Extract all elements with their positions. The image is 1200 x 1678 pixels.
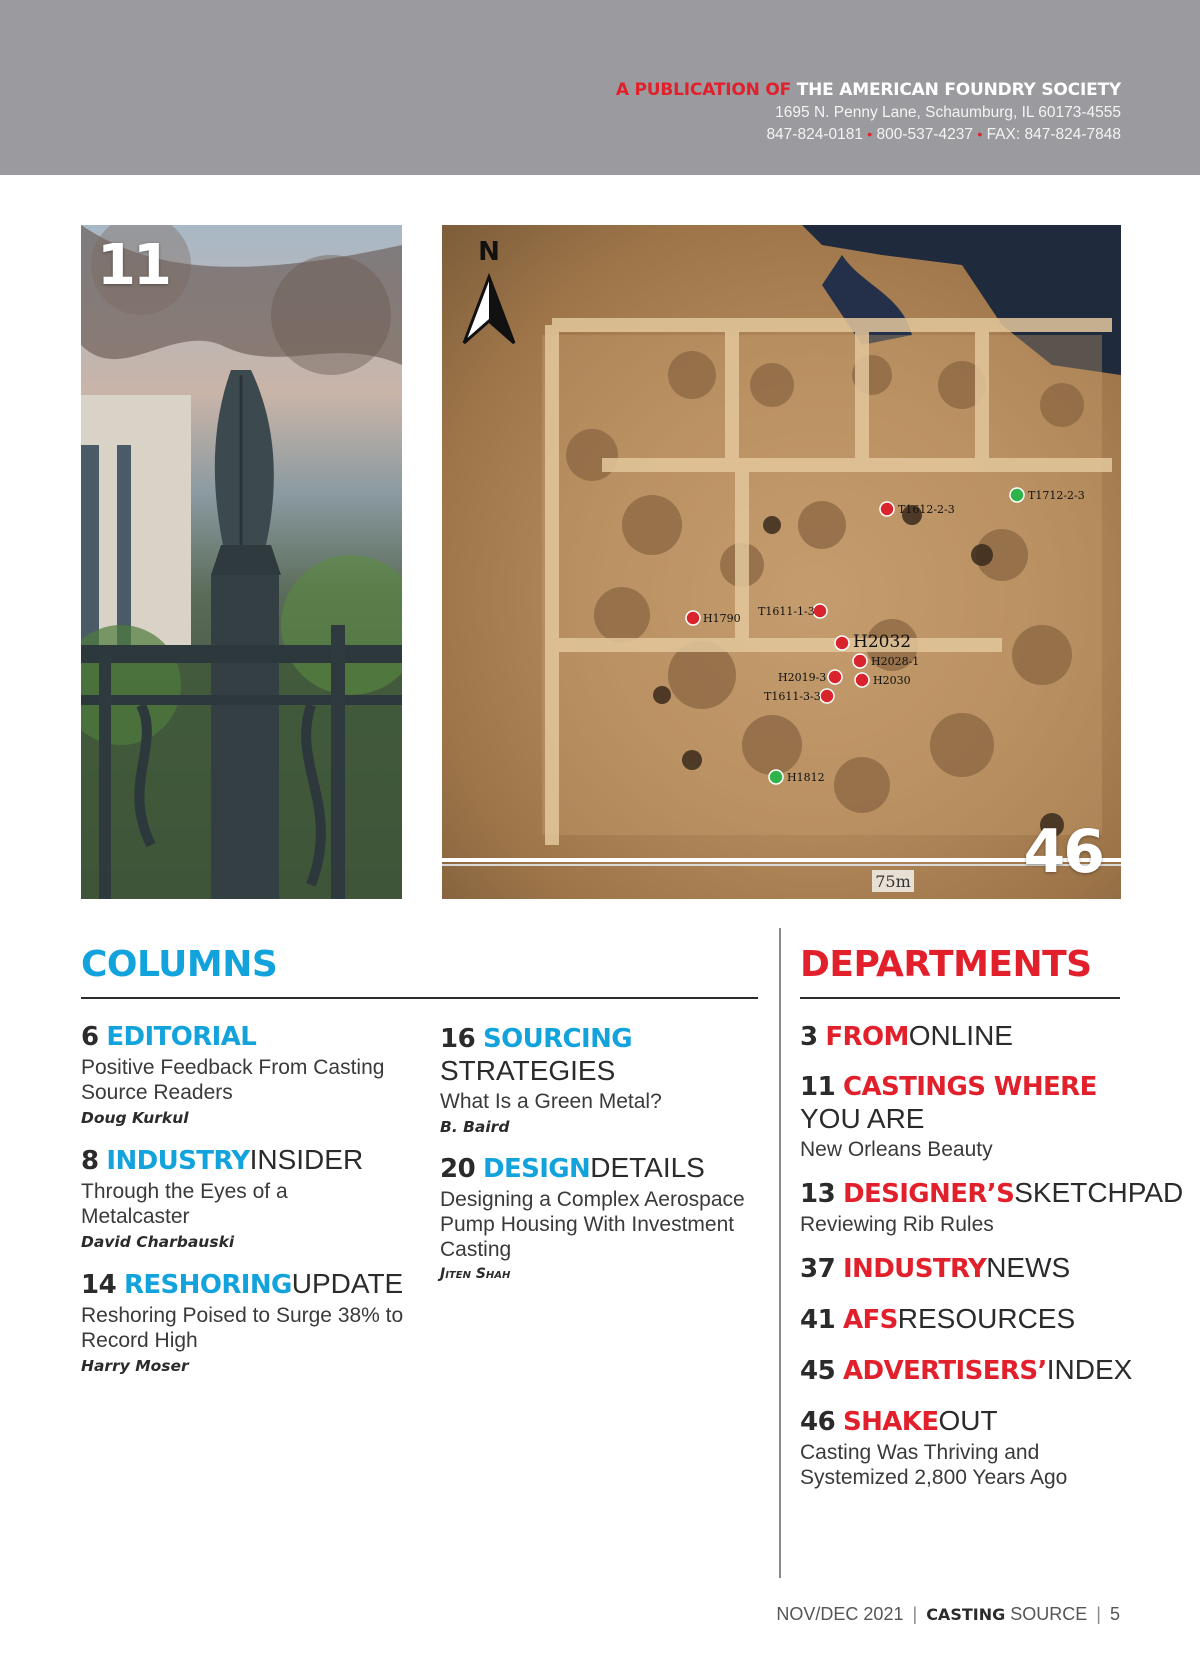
marker-green <box>769 770 783 784</box>
entry-keyword: AFS <box>842 1305 898 1335</box>
publisher-line <box>616 80 1121 100</box>
site-label: T1612-2-3 <box>898 503 955 516</box>
entry-keyword: INDUSTRY <box>842 1254 987 1284</box>
entry-keyword: RESHORING <box>123 1270 292 1300</box>
society-name: THE AMERICAN FOUNDRY SOCIETY <box>796 80 1121 100</box>
site-label: H2019-3 <box>778 671 827 684</box>
entry-description: Designing a Complex Aerospace Pump Housing With Investment Casting <box>440 1188 745 1261</box>
site-label: T1611-3-3 <box>764 690 821 703</box>
toc-entry-sourcing-strategies[interactable] <box>440 1022 760 1136</box>
phone-2: 800-537-4237 <box>876 126 974 143</box>
entry-keyword: CASTINGS WHERE <box>842 1072 1097 1102</box>
entry-heading <box>440 1022 760 1087</box>
site-label: T1611-1-3 <box>758 605 815 618</box>
entry-description: Through the Eyes of a Metalcaster <box>81 1180 288 1228</box>
footer-separator: | <box>912 1604 918 1624</box>
entry-keyword: INDUSTRY <box>106 1146 250 1176</box>
fax: FAX: 847-824-7848 <box>986 126 1121 143</box>
excavation-map <box>442 225 1121 899</box>
entry-description: Casting Was Thriving and Systemized 2,800 Years Ago <box>800 1441 1068 1489</box>
entry-keyword: EDITORIAL <box>106 1022 257 1052</box>
entry-page: 13 <box>800 1179 836 1209</box>
entry-page: 20 <box>440 1154 476 1184</box>
entry-title-rest: DETAILS <box>590 1152 705 1183</box>
toc-entry-shakeout[interactable] <box>800 1405 1090 1490</box>
toc-entry-advertisers-index[interactable] <box>800 1354 1133 1387</box>
site-label: H2030 <box>873 674 911 687</box>
entry-keyword: SHAKE <box>842 1407 939 1437</box>
entry-description: Reshoring Poised to Surge 38% to Record High <box>81 1304 404 1352</box>
entry-author: B. Baird <box>440 1118 510 1136</box>
toc-entry-design-details[interactable] <box>440 1152 770 1282</box>
entry-description: What Is a Green Metal? <box>440 1090 662 1113</box>
publisher-address: 1695 N. Penny Lane, Schaumburg, IL 60173-4555 <box>775 104 1121 121</box>
entry-page: 45 <box>800 1356 836 1386</box>
marker-red <box>880 502 894 516</box>
entry-page: 6 <box>81 1022 99 1052</box>
bullet-2: • <box>977 126 983 142</box>
entry-title-rest: STRATEGIES <box>440 1055 616 1086</box>
site-label: H1812 <box>787 771 825 784</box>
entry-heading <box>800 1354 1133 1387</box>
entry-heading <box>800 1020 1120 1053</box>
entry-page: 8 <box>81 1146 99 1176</box>
site-label: H1790 <box>703 612 741 625</box>
entry-page: 3 <box>800 1022 818 1052</box>
entry-heading <box>800 1070 1120 1135</box>
marker-red <box>828 670 842 684</box>
toc-entry-reshoring-update[interactable] <box>81 1268 421 1375</box>
entry-title-rest: OUT <box>938 1405 998 1436</box>
marker-red <box>686 611 700 625</box>
entry-page: 14 <box>81 1270 117 1300</box>
entry-heading <box>81 1268 421 1301</box>
entry-page: 16 <box>440 1024 476 1054</box>
page-number-46: 46 <box>1023 817 1103 887</box>
departments-title: DEPARTMENTS <box>800 944 1092 985</box>
entry-keyword: FROM <box>825 1022 909 1052</box>
entry-page: 37 <box>800 1254 836 1284</box>
entry-title-rest: UPDATE <box>291 1268 404 1299</box>
footer-separator: | <box>1096 1604 1101 1624</box>
entry-page: 11 <box>800 1072 836 1102</box>
publisher-phones <box>616 126 1121 144</box>
page-number-11: 11 <box>97 233 169 298</box>
toc-entry-castings-where-you-are[interactable] <box>800 1070 1120 1162</box>
entry-title-rest: SKETCHPAD <box>1014 1177 1184 1208</box>
entry-page: 41 <box>800 1305 836 1335</box>
page-footer <box>776 1604 1120 1625</box>
entry-keyword: DESIGN <box>482 1154 591 1184</box>
site-label: T1712-2-3 <box>1028 489 1085 502</box>
magazine-name-bold: CASTING <box>926 1605 1006 1624</box>
publication-prefix: A PUBLICATION OF <box>615 80 792 100</box>
cornstalk-fence-illustration <box>81 225 402 899</box>
entry-description: New Orleans Beauty <box>800 1138 993 1161</box>
marker-red <box>853 654 867 668</box>
entry-title-rest: NEWS <box>986 1252 1071 1283</box>
marker-red <box>835 636 849 650</box>
photo-cornstalk-fence <box>81 225 402 899</box>
bullet-1: • <box>867 126 873 142</box>
phone-1: 847-824-0181 <box>766 126 863 143</box>
marker-red <box>813 604 827 618</box>
entry-title-rest: RESOURCES <box>897 1303 1076 1334</box>
entry-description: Positive Feedback From Casting Source Readers <box>81 1056 385 1104</box>
marker-red <box>820 689 834 703</box>
entry-keyword: DESIGNER’S <box>842 1179 1015 1209</box>
entry-heading <box>440 1152 770 1185</box>
toc-entry-editorial[interactable] <box>81 1020 411 1127</box>
entry-heading <box>800 1303 1120 1336</box>
toc-entry-industry-insider[interactable] <box>81 1144 411 1251</box>
entry-heading <box>800 1177 1184 1210</box>
toc-entry-from-online[interactable] <box>800 1020 1120 1053</box>
entry-author: David Charbauski <box>81 1233 235 1251</box>
magazine-name-rest: SOURCE <box>1010 1604 1088 1624</box>
entry-title-rest: ONLINE <box>908 1020 1013 1051</box>
entry-heading <box>800 1405 1090 1438</box>
entry-title-rest: INDEX <box>1046 1354 1133 1385</box>
footer-page-number: 5 <box>1109 1604 1120 1624</box>
marker-green <box>1010 488 1024 502</box>
departments-rule <box>800 997 1120 999</box>
entry-author: Harry Moser <box>81 1357 189 1375</box>
columns-title: COLUMNS <box>81 944 278 985</box>
toc-entry-industry-news[interactable] <box>800 1252 1120 1285</box>
entry-author: Doug Kurkul <box>81 1109 189 1127</box>
issue-date: NOV/DEC 2021 <box>776 1604 904 1624</box>
publisher-info <box>616 80 1121 144</box>
columns-rule <box>81 997 758 999</box>
north-label: N <box>478 237 500 267</box>
marker-red <box>855 673 869 687</box>
section-divider <box>779 928 781 1578</box>
toc-entry-designers-sketchpad[interactable] <box>800 1177 1184 1237</box>
entry-heading <box>800 1252 1120 1285</box>
photo-excavation-site <box>442 225 1121 899</box>
entry-title-rest: INSIDER <box>249 1144 364 1175</box>
site-label: H2032 <box>853 632 912 652</box>
entry-heading <box>81 1020 411 1053</box>
entry-keyword: SOURCING <box>482 1024 632 1054</box>
scale-label: 75m <box>875 872 911 891</box>
entry-page: 46 <box>800 1407 836 1437</box>
toc-entry-afs-resources[interactable] <box>800 1303 1120 1336</box>
entry-keyword: ADVERTISERS’ <box>842 1356 1047 1386</box>
entry-heading <box>81 1144 411 1177</box>
publication-header <box>0 0 1200 175</box>
site-label: H2028-1 <box>871 655 920 668</box>
entry-title-rest: YOU ARE <box>800 1103 925 1134</box>
entry-description: Reviewing Rib Rules <box>800 1213 994 1236</box>
entry-author: Jiten Shah <box>440 1266 511 1282</box>
